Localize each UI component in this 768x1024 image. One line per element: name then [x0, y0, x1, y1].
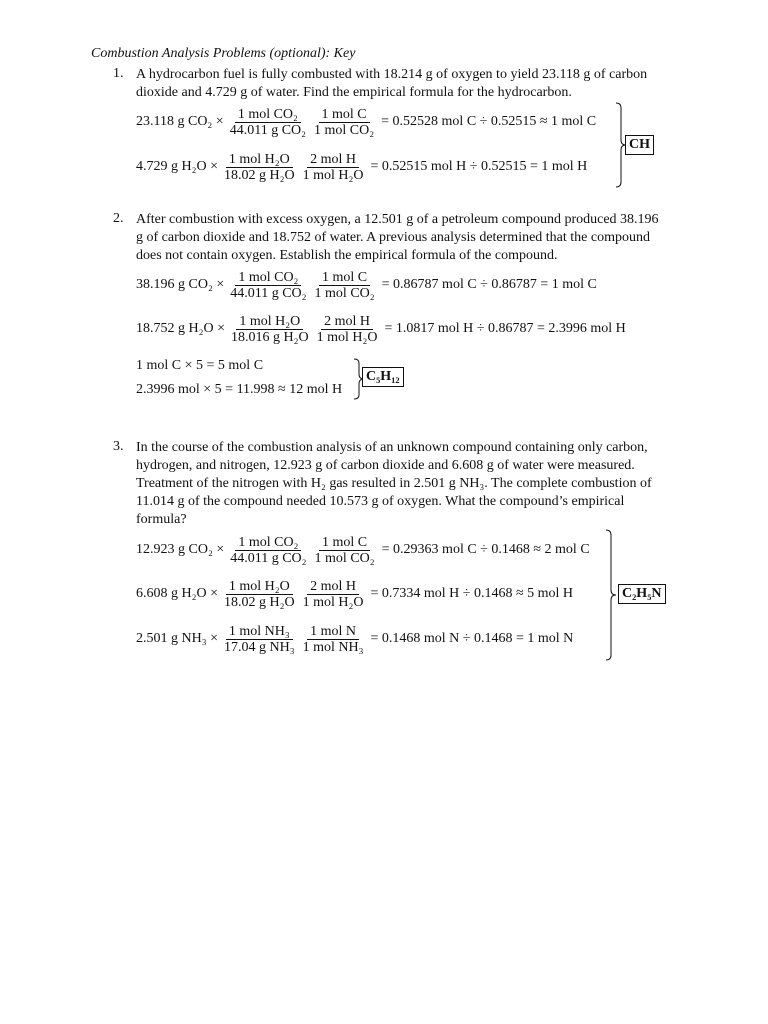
fraction-numerator: 1 mol C [319, 107, 370, 123]
conversion-fraction [221, 579, 298, 610]
fraction-numerator: 1 mol C [319, 535, 370, 551]
fraction-denominator: 17.04 g NH₃ [224, 639, 295, 655]
answer-box: CH [625, 135, 654, 155]
problem-text-line: In the course of the combustion analysis of an unknown compound containing only carbon, [136, 440, 648, 455]
fraction-numerator: 1 mol CO₂ [235, 535, 301, 551]
problem-text-line: A hydrocarbon fuel is fully combusted with 18.214 g of oxygen to yield 23.118 g of carbon [136, 67, 648, 82]
conversion-fraction [311, 107, 377, 138]
conversion-fraction [314, 314, 381, 345]
fraction-numerator: 1 mol CO₂ [235, 270, 301, 286]
problem-text-line: does not contain oxygen. Establish the empirical formula of the compound. [136, 248, 558, 263]
equation-result: = 1.0817 mol H ÷ 0.86787 = 2.3996 mol H [384, 321, 626, 336]
equation-result: = 0.52528 mol C ÷ 0.52515 ≈ 1 mol C [381, 114, 597, 129]
problem-number: 1. [113, 66, 124, 81]
answer-box: C₅H₁₂ [362, 367, 404, 387]
fraction-denominator: 1 mol CO₂ [314, 285, 375, 301]
problem-text-line: hydrogen, and nitrogen, 12.923 g of carbon dioxide and 6.608 g of water were measured. [136, 458, 635, 473]
fraction-numerator: 1 mol H₂O [226, 579, 293, 595]
equation-row [136, 104, 596, 140]
equation-given: 6.608 g H₂O × [136, 586, 218, 601]
equation-result: = 0.1468 mol N ÷ 0.1468 = 1 mol N [370, 631, 574, 646]
fraction-denominator: 44.011 g CO₂ [229, 122, 307, 138]
problem-text-line: formula? [136, 512, 187, 527]
equation-row [136, 532, 590, 568]
fraction-denominator: 1 mol H₂O [302, 594, 364, 610]
problem-text-line: 11.014 g of the compound needed 10.573 g of oxygen. What the compound’s empirical [136, 494, 625, 509]
conversion-fraction [221, 624, 298, 655]
problem-number: 3. [113, 439, 124, 454]
problem-text-line: After combustion with excess oxygen, a 12.501 g of a petroleum compound produced 38.196 [136, 212, 659, 227]
scaling-line: 2.3996 mol × 5 = 11.998 ≈ 12 mol H [136, 382, 343, 397]
fraction-denominator: 44.011 g CO₂ [230, 285, 307, 301]
equation-row [136, 267, 597, 303]
equation-given: 12.923 g CO₂ × [136, 542, 225, 557]
conversion-fraction [312, 535, 378, 566]
fraction-numerator: 1 mol C [319, 270, 370, 286]
problem-text [136, 439, 701, 529]
conversion-fraction [300, 579, 367, 610]
answer-box: C₂H₅N [618, 584, 666, 604]
problem-text-line: g of carbon dioxide and 18.752 of water. A previous analysis determined that the compound [136, 230, 650, 245]
fraction-denominator: 1 mol NH₃ [302, 639, 364, 655]
fraction-numerator: 1 mol N [307, 624, 359, 640]
conversion-fraction [227, 535, 309, 566]
conversion-fraction [312, 270, 378, 301]
equation-result: = 0.86787 mol C ÷ 0.86787 = 1 mol C [381, 277, 597, 292]
equation-result: = 0.52515 mol H ÷ 0.52515 = 1 mol H [370, 159, 588, 174]
conversion-fraction [300, 624, 367, 655]
fraction-numerator: 2 mol H [321, 314, 373, 330]
fraction-numerator: 1 mol H₂O [236, 314, 303, 330]
equation-result: = 0.29363 mol C ÷ 0.1468 ≈ 2 mol C [381, 542, 590, 557]
scaling-line: 1 mol C × 5 = 5 mol C [136, 358, 264, 373]
conversion-fraction [227, 270, 309, 301]
equation-given: 18.752 g H₂O × [136, 321, 225, 336]
fraction-denominator: 1 mol H₂O [316, 329, 378, 345]
problem-text-line: Treatment of the nitrogen with H₂ gas resulted in 2.501 g NH₃. The complete combustion of [136, 476, 652, 491]
problem-text [136, 66, 701, 102]
equation-given: 38.196 g CO₂ × [136, 277, 225, 292]
fraction-numerator: 2 mol H [307, 579, 359, 595]
equation-given: 2.501 g NH₃ × [136, 631, 218, 646]
equation-row [136, 621, 573, 657]
problem-number: 2. [113, 211, 124, 226]
equation-given: 23.118 g CO₂ × [136, 114, 224, 129]
conversion-fraction [300, 152, 367, 183]
fraction-numerator: 1 mol CO₂ [235, 107, 301, 123]
page-heading: Combustion Analysis Problems (optional): Key [91, 46, 356, 61]
equation-row [136, 311, 626, 347]
problem-text-line: dioxide and 4.729 g of water. Find the empirical formula for the hydrocarbon. [136, 85, 572, 100]
fraction-numerator: 1 mol H₂O [226, 152, 293, 168]
fraction-denominator: 18.016 g H₂O [231, 329, 309, 345]
conversion-fraction [221, 152, 298, 183]
fraction-numerator: 2 mol H [307, 152, 359, 168]
problem-text [136, 211, 701, 265]
equation-given: 4.729 g H₂O × [136, 159, 218, 174]
fraction-denominator: 18.02 g H₂O [224, 594, 295, 610]
fraction-denominator: 44.011 g CO₂ [230, 550, 307, 566]
conversion-fraction [227, 107, 309, 138]
fraction-denominator: 1 mol CO₂ [314, 550, 375, 566]
equation-result: = 0.7334 mol H ÷ 0.1468 ≈ 5 mol H [370, 586, 574, 601]
fraction-numerator: 1 mol NH₃ [226, 624, 293, 640]
fraction-denominator: 1 mol H₂O [302, 167, 364, 183]
conversion-fraction [228, 314, 312, 345]
fraction-denominator: 18.02 g H₂O [224, 167, 295, 183]
right-brace [604, 529, 618, 661]
equation-row [136, 149, 587, 185]
equation-row [136, 576, 573, 612]
fraction-denominator: 1 mol CO₂ [314, 122, 375, 138]
